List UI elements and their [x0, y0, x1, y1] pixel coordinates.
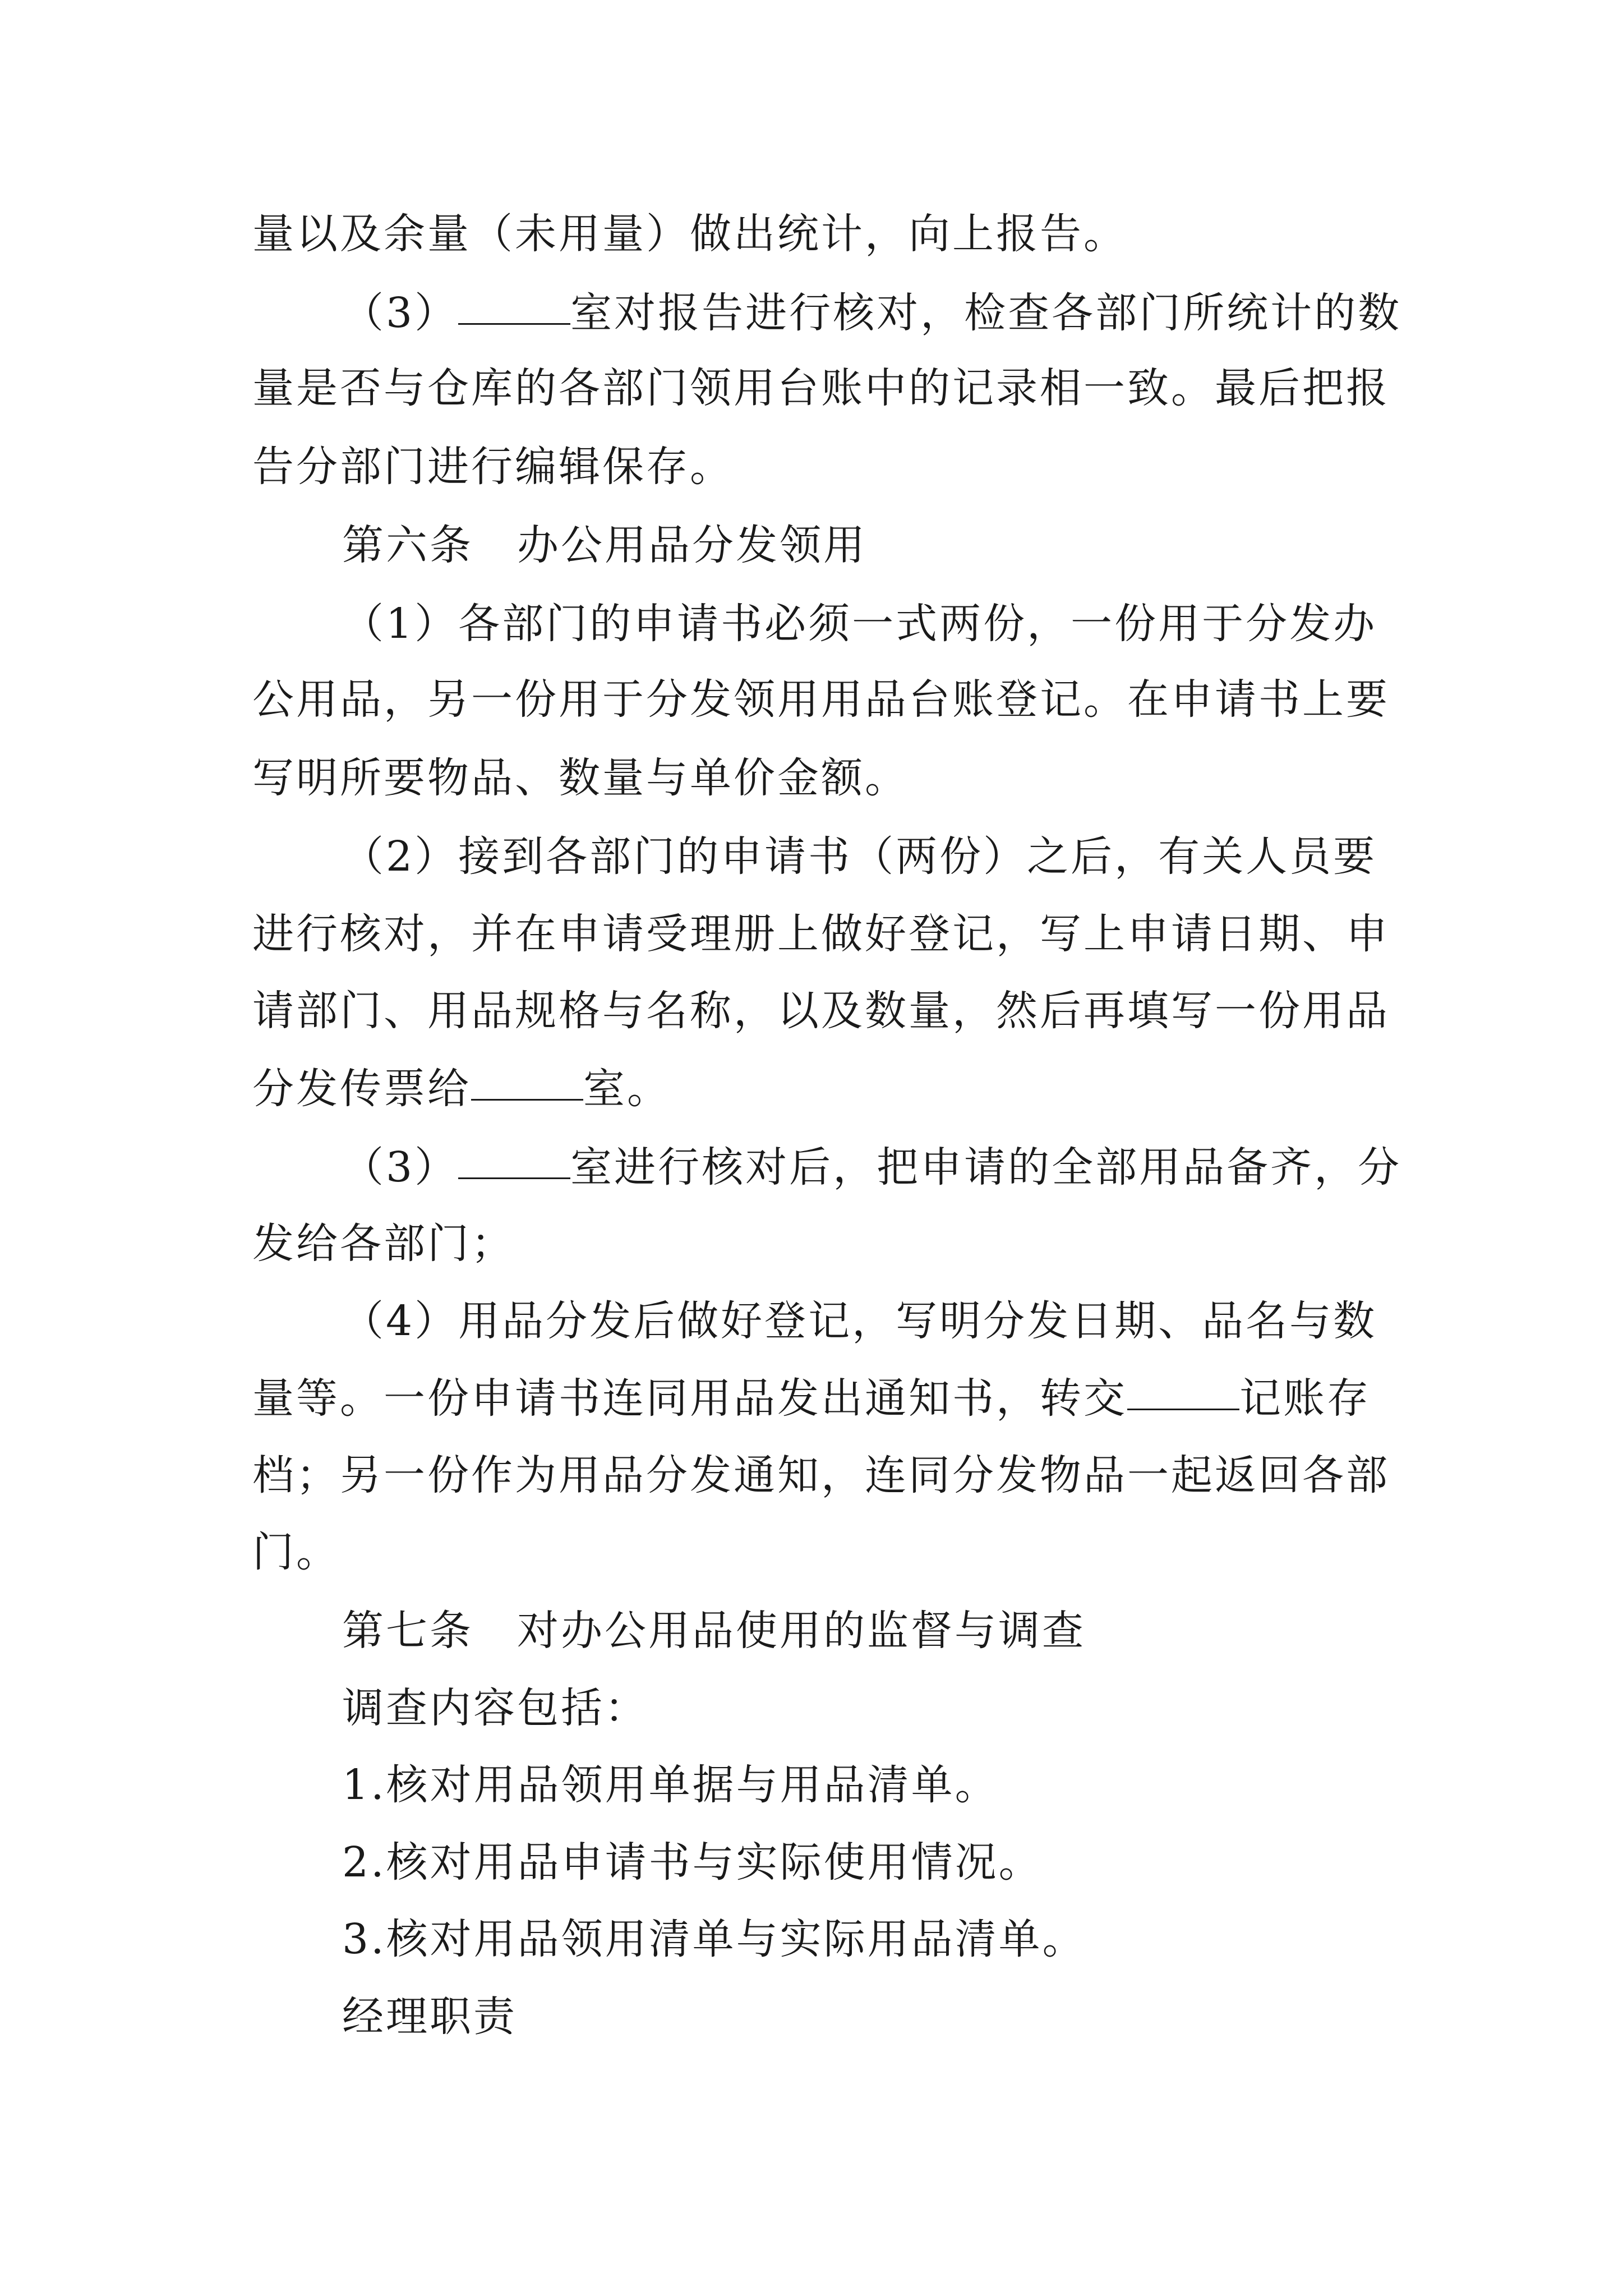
list-item: 1.核对用品领用单据与用品清单。	[342, 1761, 999, 1809]
article-heading: 第七条 对办公用品使用的监督与调查	[342, 1607, 1086, 1655]
fill-blank	[471, 1065, 583, 1101]
paragraph-line	[252, 1065, 671, 1113]
fill-blank	[458, 1144, 570, 1179]
list-item: 2.核对用品申请书与实际使用情况。	[342, 1838, 1043, 1887]
item-number: （3）	[342, 1143, 459, 1191]
paragraph-line: 公用品，另一份用于分发领用用品台账登记。在申请书上要	[252, 675, 1390, 724]
paragraph-line	[342, 289, 1402, 337]
article-heading: 第六条 办公用品分发领用	[342, 521, 867, 569]
fill-blank	[458, 289, 570, 325]
section-heading: 经理职责	[342, 1993, 517, 2041]
paragraph-line: 调查内容包括：	[342, 1684, 648, 1732]
line-text: 记账存	[1239, 1374, 1371, 1423]
paragraph-line: 门。	[252, 1528, 340, 1576]
paragraph-line: 写明所要物品、数量与单价金额。	[252, 754, 909, 802]
paragraph-line: 告分部门进行编辑保存。	[252, 443, 734, 491]
paragraph-line: 进行核对，并在申请受理册上做好登记，写上申请日期、申	[252, 910, 1390, 958]
paragraph-line: 发给各部门；	[252, 1220, 515, 1268]
line-text: 室对报告进行核对，检查各部门所统计的数	[570, 289, 1402, 337]
line-text: 室进行核对后，把申请的全部用品备齐，分	[570, 1143, 1402, 1191]
paragraph-line: （1）各部门的申请书必须一式两份，一份用于分发办	[342, 600, 1377, 648]
paragraph-line: （2）接到各部门的申请书（两份）之后，有关人员要	[342, 832, 1377, 881]
line-text: 室。	[583, 1065, 671, 1113]
line-text: 分发传票给	[252, 1065, 471, 1113]
paragraph-line: 档；另一份作为用品分发通知，连同分发物品一起返回各部	[252, 1451, 1390, 1499]
line-text: 量等。一份申请书连同用品发出通知书，转交	[252, 1374, 1127, 1423]
paragraph-line: 量以及余量（未用量）做出统计，向上报告。	[252, 210, 1127, 258]
item-number: （3）	[342, 289, 459, 337]
paragraph-line: 请部门、用品规格与名称，以及数量，然后再填写一份用品	[252, 987, 1390, 1035]
paragraph-line	[252, 1374, 1371, 1423]
paragraph-line	[342, 1143, 1402, 1191]
paragraph-line: （4）用品分发后做好登记，写明分发日期、品名与数	[342, 1297, 1377, 1345]
fill-blank	[1127, 1375, 1239, 1410]
list-item: 3.核对用品领用清单与实际用品清单。	[342, 1915, 1086, 1963]
paragraph-line: 量是否与仓库的各部门领用台账中的记录相一致。最后把报	[252, 364, 1390, 412]
